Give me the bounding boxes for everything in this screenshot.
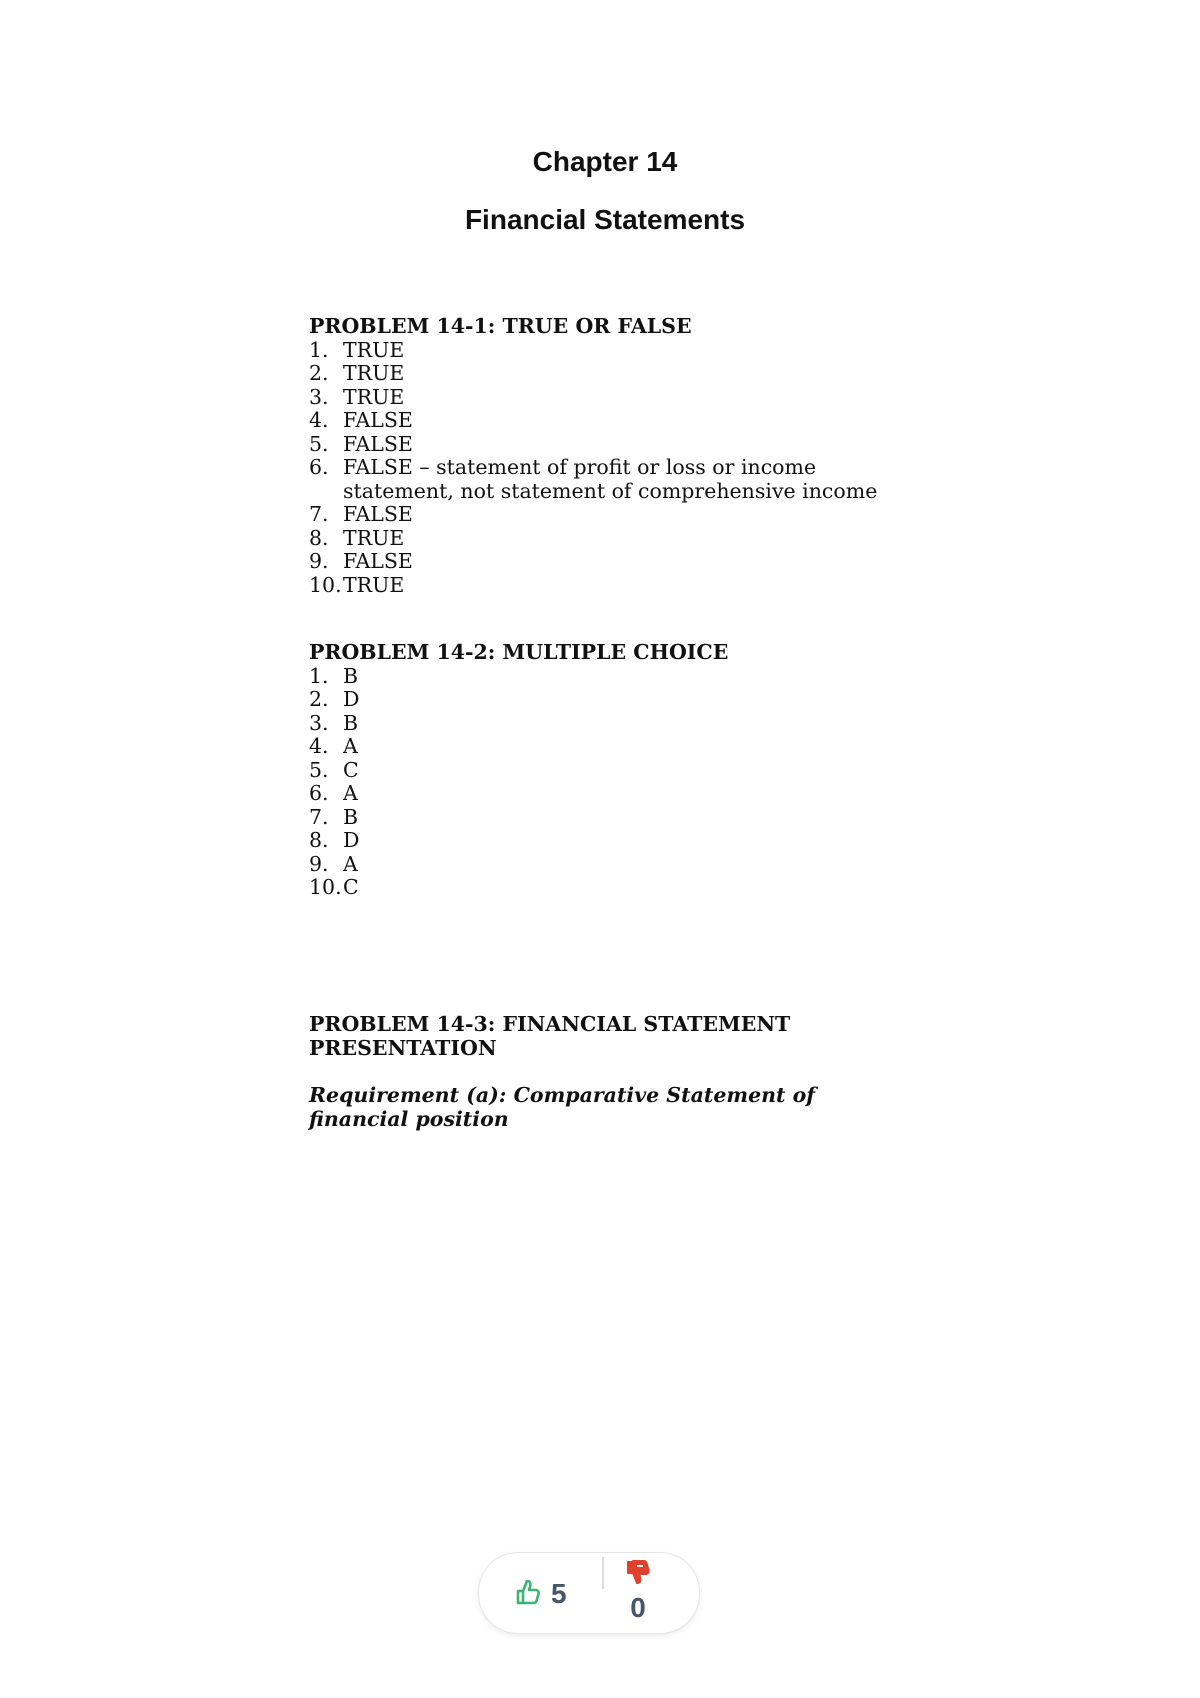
item-number: 4. — [309, 408, 329, 432]
list-item — [309, 574, 909, 598]
item-number: 3. — [309, 710, 329, 735]
upvote-count: 5 — [551, 1578, 567, 1609]
list-item — [309, 433, 909, 457]
list-item — [309, 362, 909, 386]
list-item — [309, 550, 909, 574]
item-number: 10. — [309, 572, 342, 597]
list-item — [309, 688, 909, 712]
list-item — [309, 712, 909, 736]
item-answer: A — [343, 851, 358, 876]
problem-14-2-section — [309, 641, 909, 900]
item-answer: C — [343, 875, 359, 899]
item-number: 7. — [309, 502, 329, 526]
list-item — [309, 759, 909, 783]
item-answer: TRUE — [343, 572, 405, 597]
item-number: 2. — [309, 361, 329, 385]
problem-14-1-section — [309, 315, 909, 597]
item-answer: TRUE — [343, 361, 405, 385]
list-item — [309, 409, 909, 433]
item-answer: TRUE — [343, 384, 405, 409]
item-number: 10. — [309, 875, 342, 899]
item-number: 5. — [309, 757, 329, 782]
item-answer: B — [343, 804, 359, 829]
item-answer: C — [343, 757, 359, 782]
item-answer: TRUE — [343, 337, 405, 362]
item-number: 6. — [309, 781, 329, 805]
item-number: 9. — [309, 549, 329, 573]
item-answer: TRUE — [343, 525, 405, 550]
list-item — [309, 735, 909, 759]
answer-list — [309, 665, 909, 900]
section-heading: PROBLEM 14-1: TRUE OR FALSE — [309, 314, 692, 338]
item-answer: D — [343, 687, 360, 711]
list-item — [309, 503, 909, 527]
problem-14-3-section — [309, 1013, 909, 1131]
item-answer: FALSE — [343, 549, 413, 573]
section-heading: PROBLEM 14-2: MULTIPLE CHOICE — [309, 640, 729, 664]
list-item — [309, 876, 909, 900]
item-number: 6. — [309, 455, 329, 479]
list-item — [309, 527, 909, 551]
item-answer: A — [343, 734, 358, 758]
list-item — [309, 829, 909, 853]
item-number: 7. — [309, 804, 329, 829]
requirement-heading: Requirement (a): Comparative Statement of financial position — [309, 1083, 816, 1131]
list-item — [309, 782, 909, 806]
downvote-count: 0 — [630, 1592, 646, 1623]
list-item — [309, 665, 909, 689]
thumbs-down-icon — [625, 1572, 651, 1589]
upvote-button[interactable] — [515, 1577, 567, 1611]
list-item — [309, 853, 909, 877]
item-number: 9. — [309, 851, 329, 876]
item-answer: B — [343, 710, 359, 735]
item-number: 3. — [309, 384, 329, 409]
list-item — [309, 386, 909, 410]
vote-divider — [602, 1557, 604, 1589]
vote-widget — [478, 1552, 700, 1634]
item-answer: D — [343, 828, 360, 852]
list-item — [309, 806, 909, 830]
item-answer: FALSE — [343, 502, 413, 526]
list-item — [309, 339, 909, 363]
item-number: 1. — [309, 337, 329, 362]
item-answer: FALSE — [343, 431, 413, 456]
item-number: 8. — [309, 828, 329, 852]
item-number: 5. — [309, 431, 329, 456]
downvote-button[interactable] — [623, 1559, 653, 1624]
item-number: 8. — [309, 525, 329, 550]
answer-list — [309, 339, 909, 598]
item-number: 4. — [309, 734, 329, 758]
item-answer: FALSE — [343, 408, 413, 432]
chapter-title: Chapter 14 — [532, 146, 678, 177]
item-number: 2. — [309, 687, 329, 711]
list-item — [309, 456, 909, 503]
section-heading: PROBLEM 14-3: FINANCIAL STATEMENT PRESENTATION — [309, 1012, 791, 1060]
document-title: Financial Statements — [464, 204, 746, 235]
thumbs-up-icon — [515, 1578, 541, 1611]
item-answer: A — [343, 781, 358, 805]
item-answer: FALSE – statement of profit or loss or income statement, not statement of comprehensive income — [343, 455, 878, 503]
item-number: 1. — [309, 663, 329, 688]
item-answer: B — [343, 663, 359, 688]
